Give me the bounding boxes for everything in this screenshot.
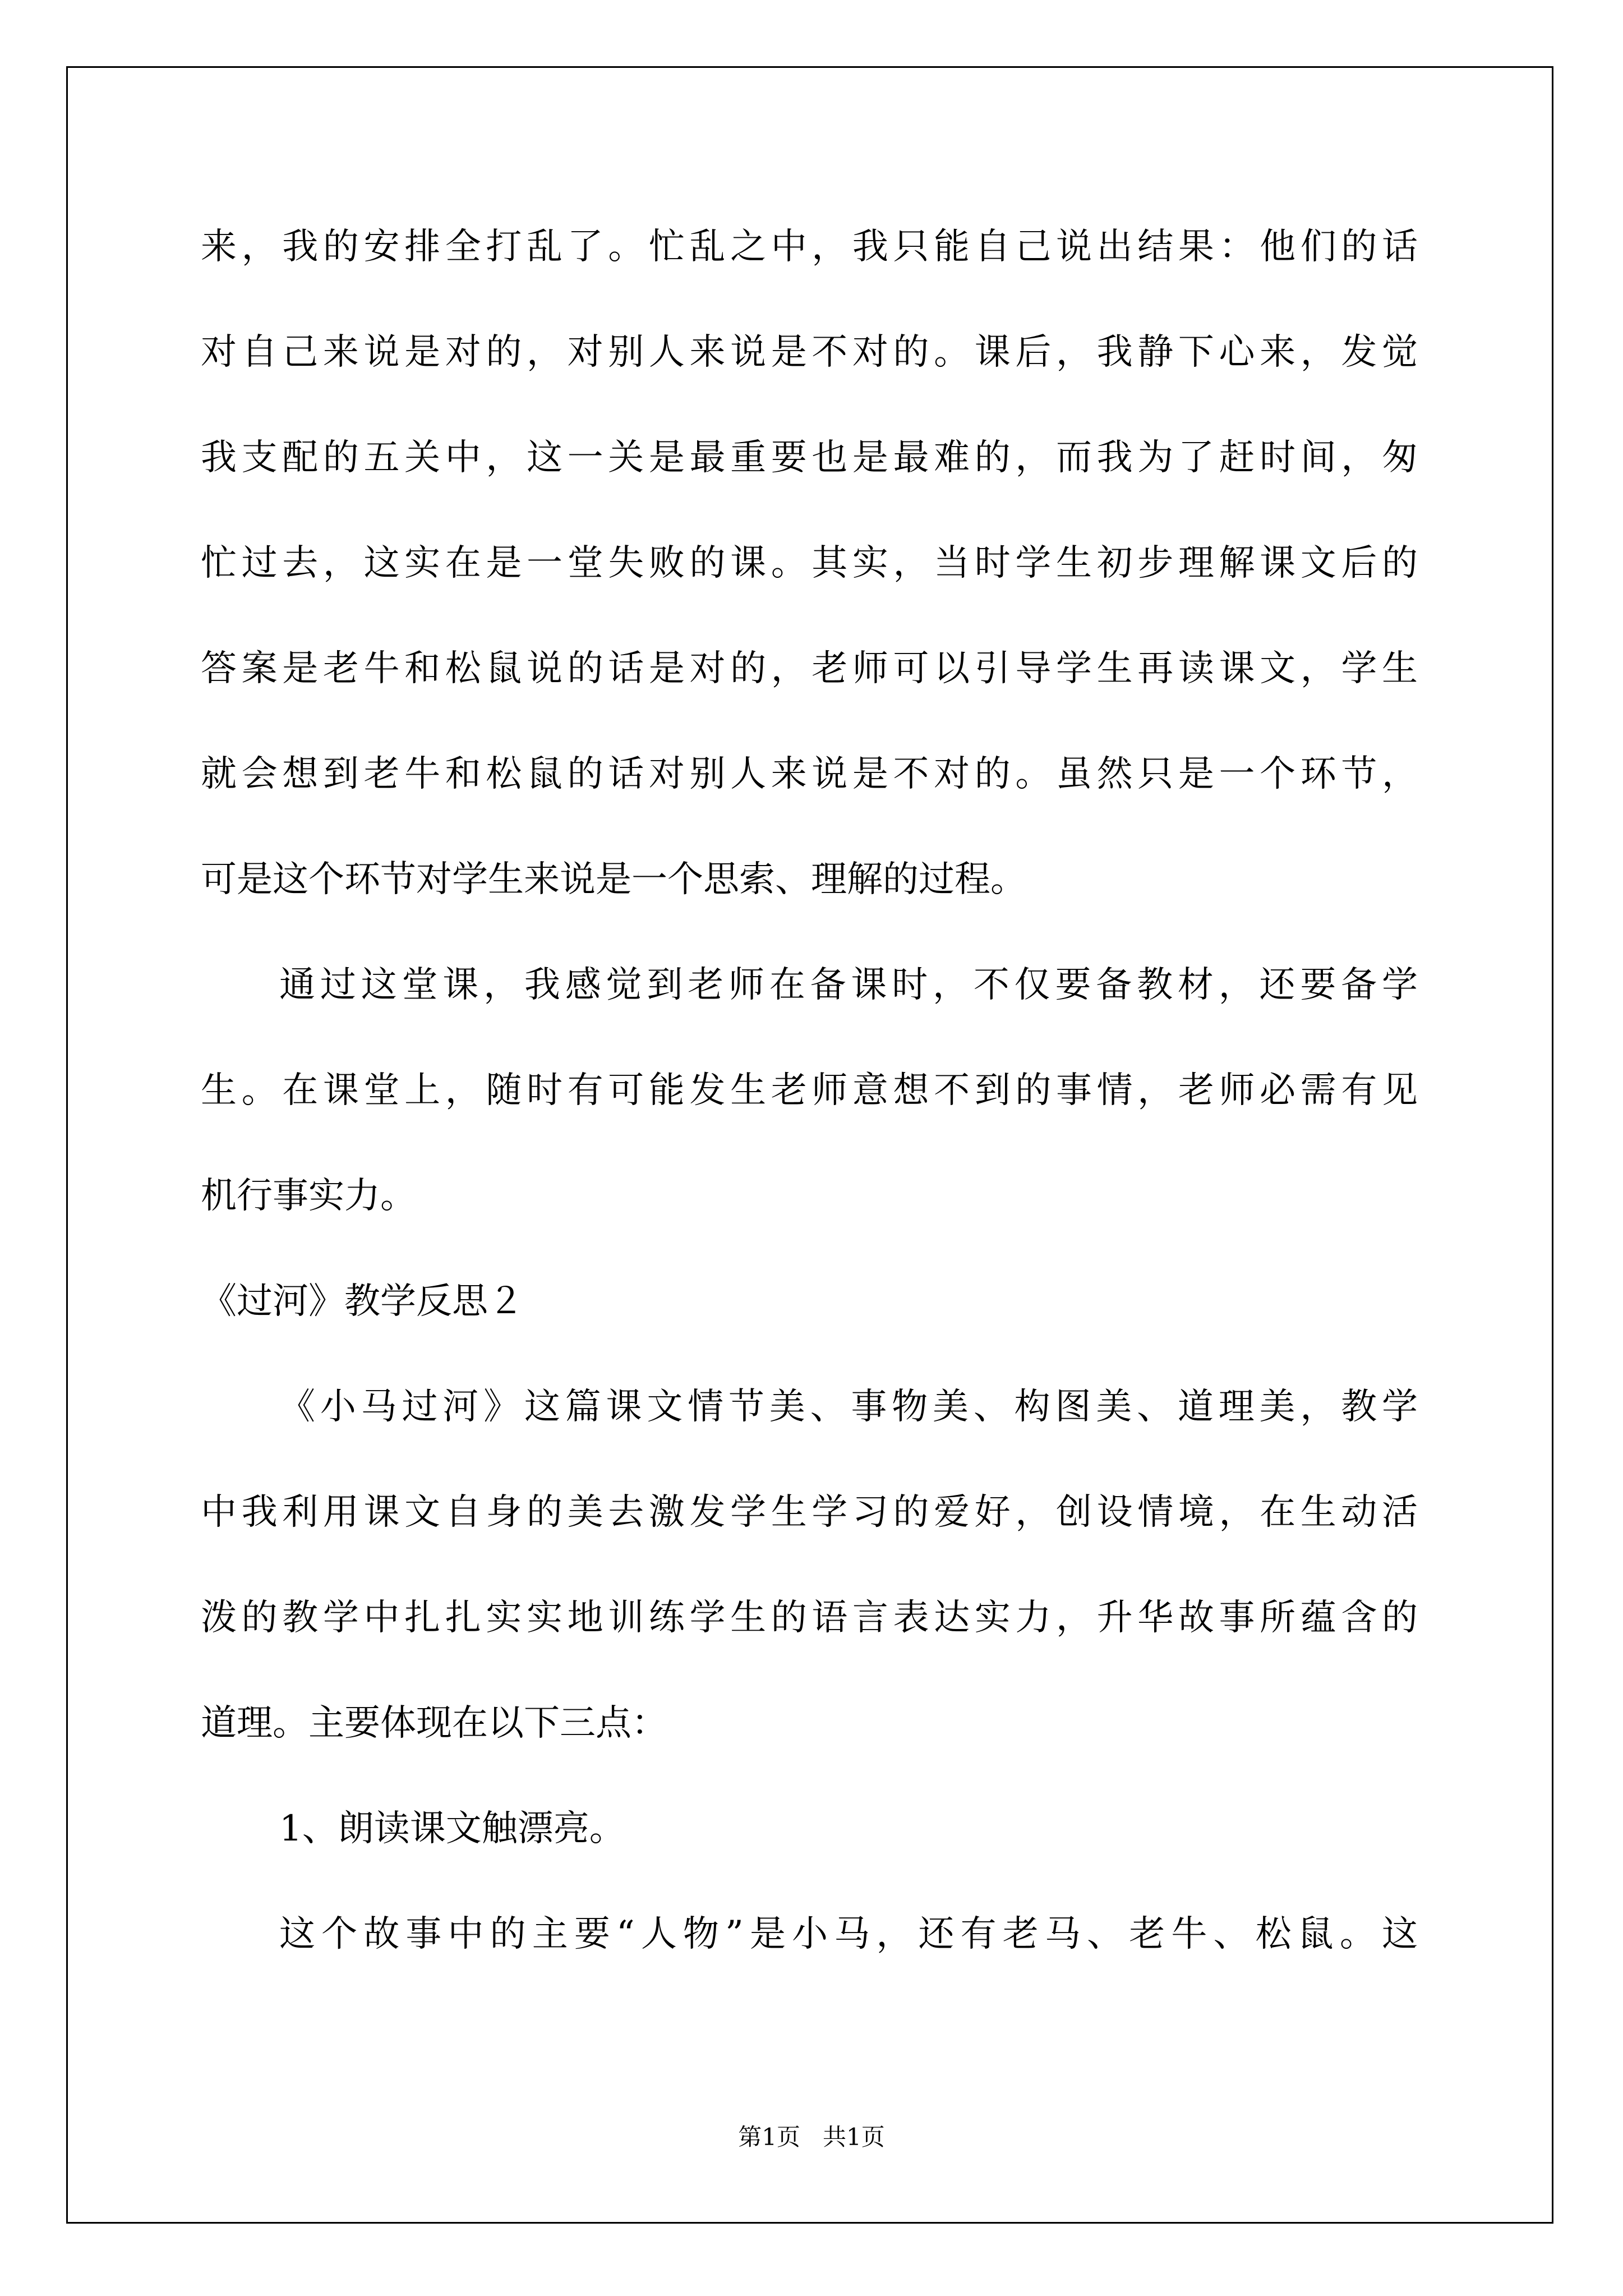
paragraph-3-line-4: 道理。主要体现在以下三点： xyxy=(201,1703,667,1744)
page-border xyxy=(66,66,1553,2224)
body-line-5: 答案是老牛和松鼠说的话是对的，老师可以引导学生再读课文，学生 xyxy=(201,648,1418,689)
paragraph-2-line-2: 生。在课堂上，随时有可能发生老师意想不到的事情，老师必需有见 xyxy=(201,1070,1418,1111)
body-line-7: 可是这个环节对学生来说是一个思索、理解的过程。 xyxy=(201,859,1026,900)
paragraph-4-line-1: 这个故事中的主要“人物”是小马，还有老马、老牛、松鼠。这 xyxy=(279,1913,1418,1955)
body-line-4: 忙过去，这实在是一堂失败的课。其实，当时学生初步理解课文后的 xyxy=(201,542,1418,584)
body-line-3: 我支配的五关中，这一关是最重要也是最难的，而我为了赶时间，匆 xyxy=(201,437,1418,478)
body-line-1: 来，我的安排全打乱了。忙乱之中，我只能自己说出结果：他们的话 xyxy=(201,226,1418,268)
paragraph-2-line-1: 通过这堂课，我感觉到老师在备课时，不仅要备教材，还要备学 xyxy=(279,964,1418,1006)
section-heading: 《过河》教学反思２ xyxy=(201,1281,524,1322)
body-line-6: 就会想到老牛和松鼠的话对别人来说是不对的。虽然只是一个环节， xyxy=(201,753,1418,795)
paragraph-3-line-2: 中我利用课文自身的美去激发学生学习的爱好，创设情境，在生动活 xyxy=(201,1492,1418,1533)
paragraph-3-line-1: 《小马过河》这篇课文情节美、事物美、构图美、道理美，教学 xyxy=(279,1386,1418,1428)
list-item-1: 1、朗读课文触漂亮。 xyxy=(279,1808,625,1849)
paragraph-3-line-3: 泼的教学中扎扎实实地训练学生的语言表达实力，升华故事所蕴含的 xyxy=(201,1597,1418,1639)
body-line-2: 对自己来说是对的，对别人来说是不对的。课后，我静下心来，发觉 xyxy=(201,332,1418,373)
page-number-footer: 第1页 共1页 xyxy=(738,2123,885,2151)
paragraph-2-line-3: 机行事实力。 xyxy=(201,1175,416,1217)
